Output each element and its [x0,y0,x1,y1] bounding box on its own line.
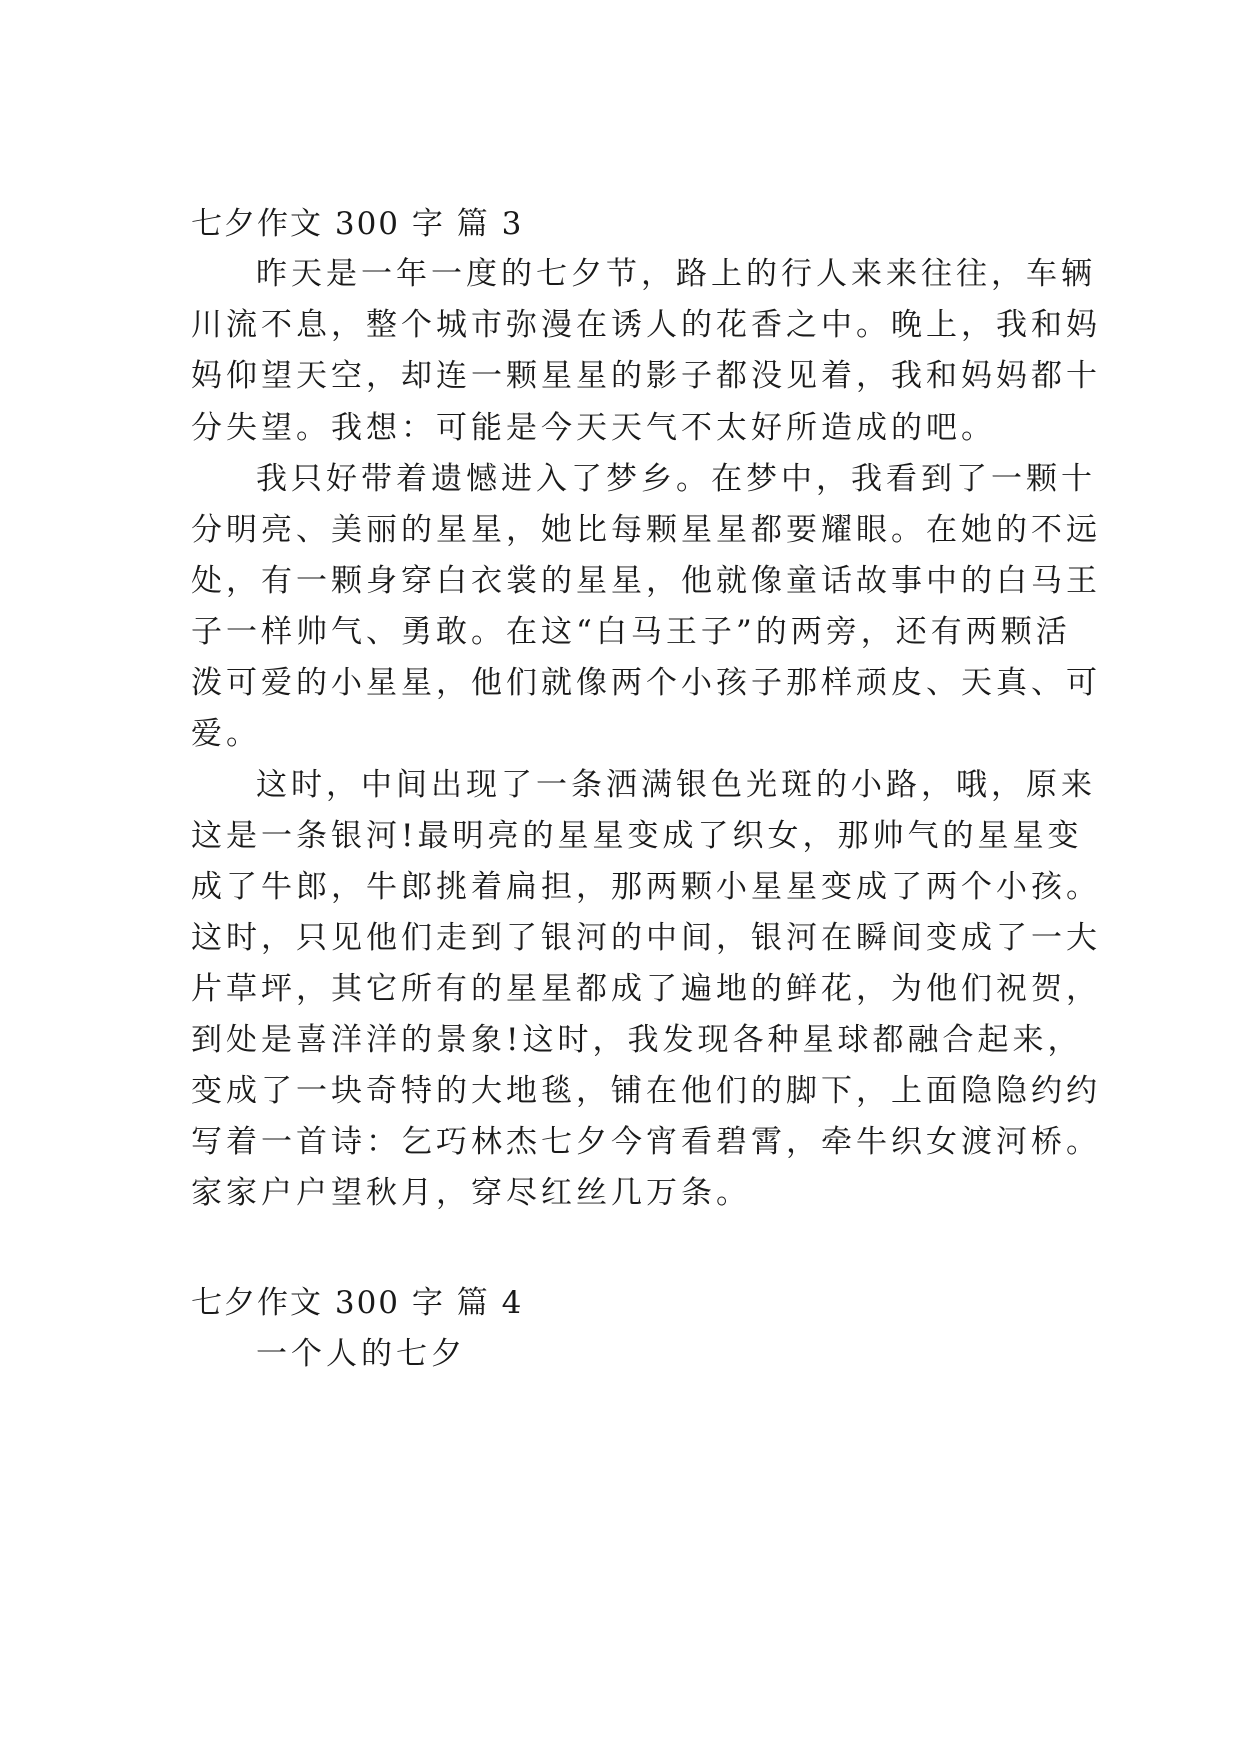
paragraph-line: 成了牛郎，牛郎挑着扁担，那两颗小星星变成了两个小孩。 [191,869,1101,905]
paragraph-line: 变成了一块奇特的大地毯，铺在他们的脚下，上面隐隐约约 [191,1073,1101,1109]
paragraph-line: 家家户户望秋月，穿尽红丝几万条。 [191,1175,751,1211]
paragraph-line: 分失望。我想：可能是今天天气不太好所造成的吧。 [191,410,996,446]
paragraph-line: 这时，中间出现了一条洒满银色光斑的小路，哦，原来 [256,767,1096,803]
paragraph-line: 这是一条银河!最明亮的星星变成了织女，那帅气的星星变 [191,818,1083,854]
paragraph-line: 这时，只见他们走到了银河的中间，银河在瞬间变成了一大 [191,920,1101,956]
paragraph-line: 爱。 [191,716,261,752]
paragraph-line: 到处是喜洋洋的景象!这时，我发现各种星球都融合起来， [191,1022,1083,1058]
section-heading: 七夕作文 300 字 篇 3 [191,206,524,242]
paragraph-line: 处，有一颗身穿白衣裳的星星，他就像童话故事中的白马王 [191,563,1101,599]
paragraph-line: 写着一首诗：乞巧林杰七夕今宵看碧霄，牵牛织女渡河桥。 [191,1124,1101,1160]
section-heading: 七夕作文 300 字 篇 4 [191,1285,524,1321]
paragraph-line: 泼可爱的小星星，他们就像两个小孩子那样顽皮、天真、可 [191,665,1101,701]
section-subtitle: 一个人的七夕 [256,1336,466,1372]
paragraph-line: 川流不息，整个城市弥漫在诱人的花香之中。晚上，我和妈 [191,307,1101,343]
paragraph-line: 昨天是一年一度的七夕节，路上的行人来来往往，车辆 [256,256,1096,292]
paragraph-line: 子一样帅气、勇敢。在这“白马王子”的两旁，还有两颗活 [191,614,1071,650]
paragraph-line: 分明亮、美丽的星星，她比每颗星星都要耀眼。在她的不远 [191,512,1101,548]
paragraph-line: 妈仰望天空，却连一颗星星的影子都没见着，我和妈妈都十 [191,358,1101,394]
paragraph-line: 片草坪，其它所有的星星都成了遍地的鲜花，为他们祝贺， [191,971,1101,1007]
paragraph-line: 我只好带着遗憾进入了梦乡。在梦中，我看到了一颗十 [256,461,1096,497]
